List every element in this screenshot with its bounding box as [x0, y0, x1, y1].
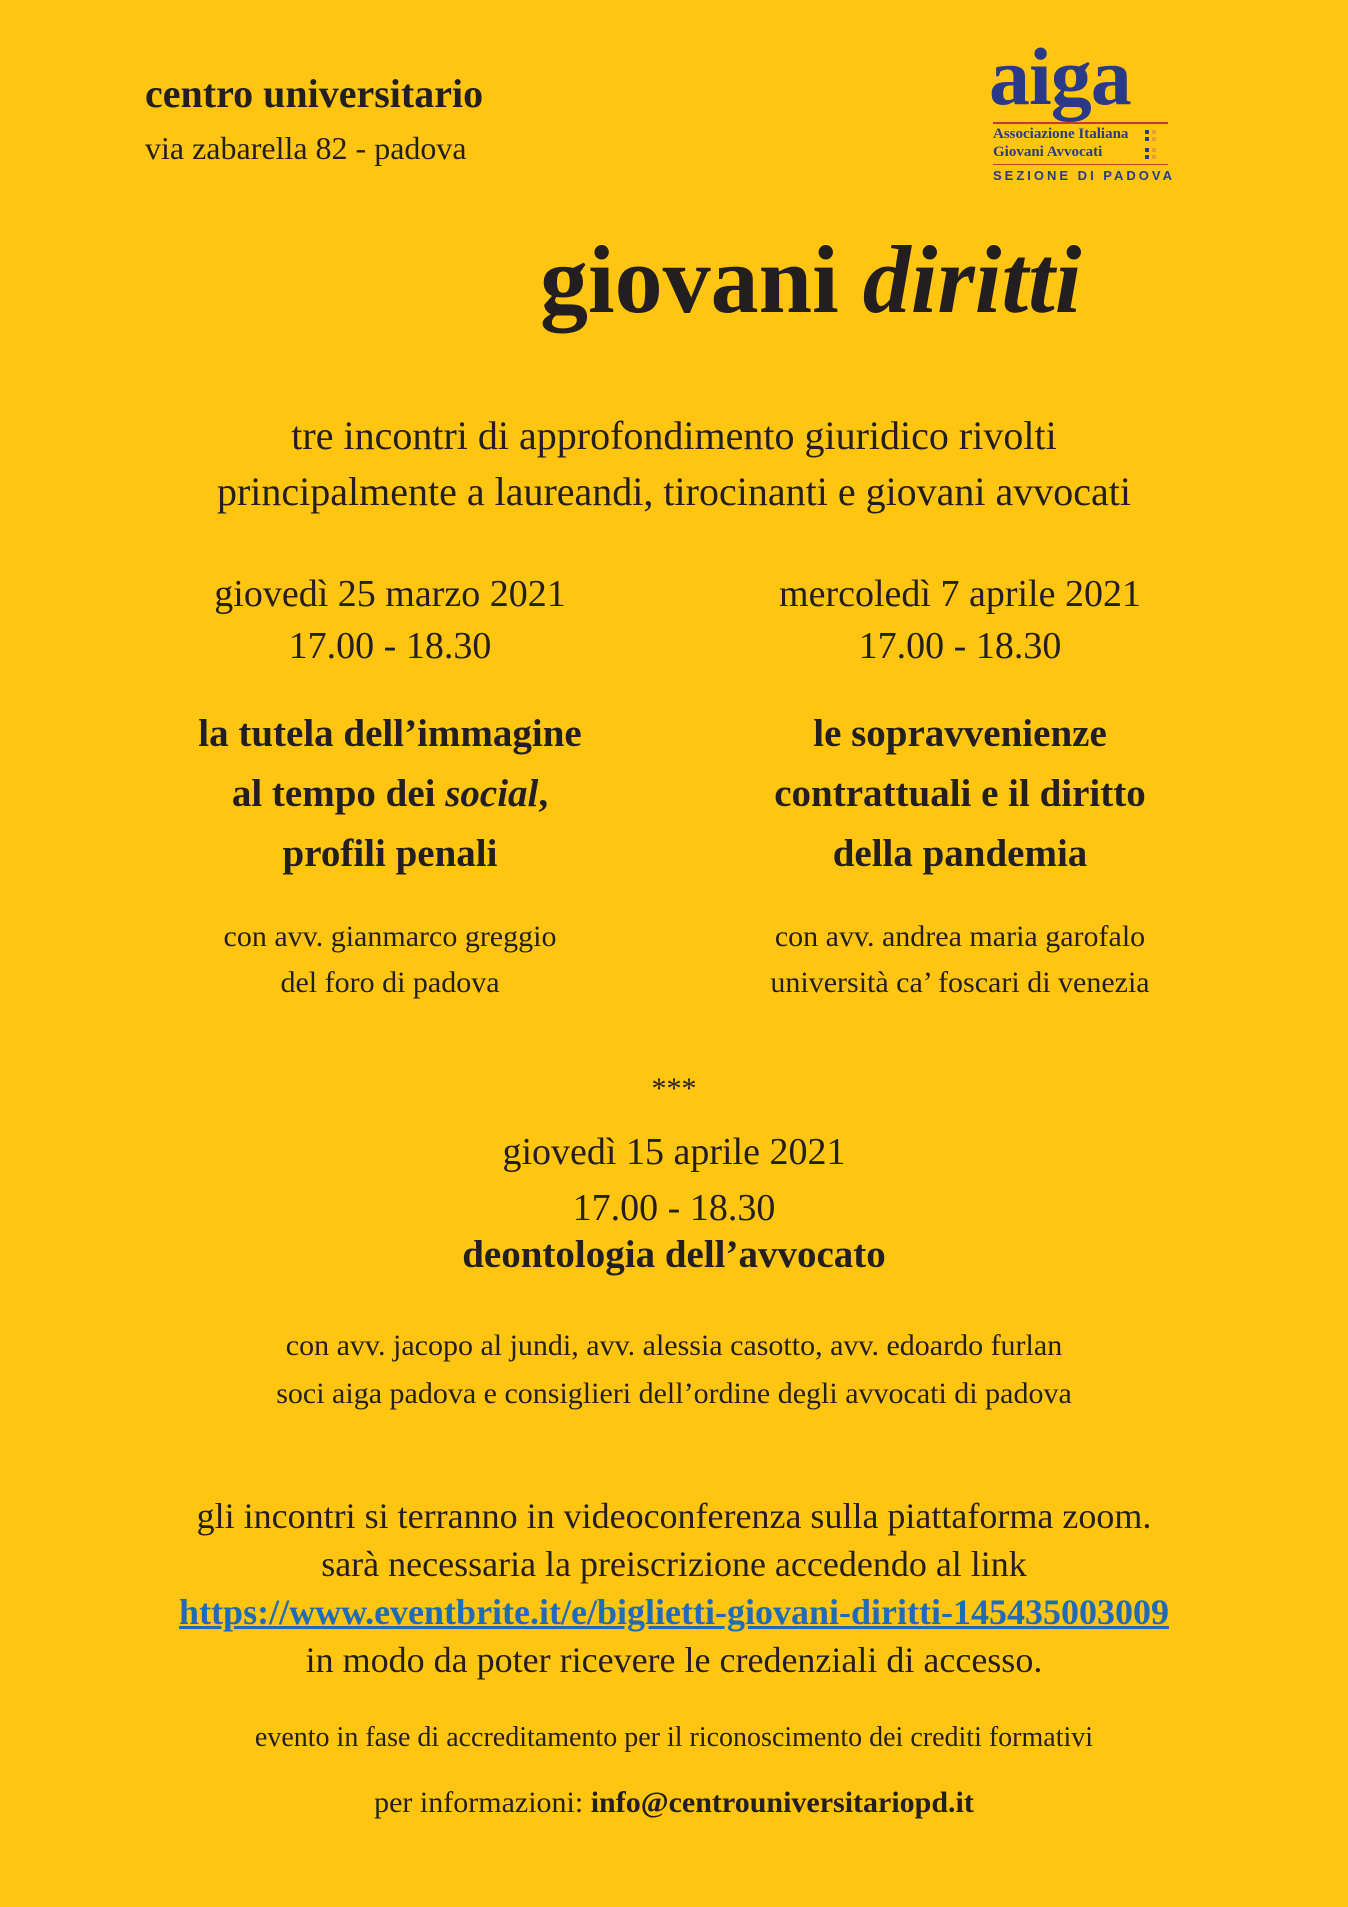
registration-info	[0, 1492, 1348, 1684]
info-line: sarà necessaria la preiscrizione accedendo al link	[321, 1544, 1027, 1584]
event-date: mercoledì 7 aprile 2021	[779, 573, 1141, 615]
event-topic-line: contrattuali e il diritto	[774, 772, 1146, 815]
event-1-speaker	[140, 914, 640, 1006]
event-2-topic	[700, 704, 1220, 884]
event-speaker-line: con avv. gianmarco greggio	[223, 920, 557, 953]
info-line: gli incontri si terranno in videoconferenza sulla piattaforma zoom.	[196, 1496, 1152, 1536]
event-3-topic: deontologia dell’avvocato	[462, 1233, 886, 1276]
contact-info	[0, 1786, 1348, 1820]
event-speaker-line: università ca’ foscari di venezia	[770, 966, 1150, 999]
aiga-logo	[985, 31, 1185, 192]
logo-line-section: SEZIONE DI PADOVA	[993, 168, 1175, 183]
event-1-schedule	[140, 568, 640, 672]
event-time: 17.00 - 18.30	[288, 625, 492, 667]
logo-line-association: Associazione Italiana	[993, 126, 1129, 142]
title-regular: giovani	[540, 226, 839, 333]
event-topic-italic: social	[445, 772, 539, 815]
venue-name: centro universitario	[145, 71, 484, 116]
event-topic-line: profili penali	[282, 832, 498, 875]
subtitle-line: tre incontri di approfondimento giuridico rivolti	[291, 413, 1057, 458]
event-time: 17.00 - 18.30	[572, 1187, 776, 1229]
subtitle-line: principalmente a laureandi, tirocinanti e giovani avvocati	[216, 469, 1132, 514]
page-title	[540, 226, 1082, 333]
event-date: giovedì 25 marzo 2021	[214, 573, 566, 615]
event-topic-text: ,	[538, 772, 549, 815]
event-2-schedule	[700, 568, 1220, 672]
contact-email[interactable]: info@centrouniversitariopd.it	[590, 1786, 974, 1819]
event-date: giovedì 15 aprile 2021	[502, 1131, 846, 1173]
event-speaker-line: con avv. andrea maria garofalo	[774, 920, 1146, 953]
separator: ***	[651, 1072, 697, 1105]
event-3-speaker	[0, 1322, 1348, 1418]
logo-dots-icon	[1145, 148, 1156, 159]
event-2-speaker	[700, 914, 1220, 1006]
event-1-topic	[140, 704, 640, 884]
logo-line-young-lawyers: Giovani Avvocati	[993, 144, 1103, 160]
event-time: 17.00 - 18.30	[858, 625, 1062, 667]
info-line: in modo da poter ricevere le credenziali di accesso.	[305, 1640, 1043, 1680]
event-3-schedule	[0, 1124, 1348, 1236]
event-speaker-line: del foro di padova	[280, 966, 500, 999]
event-topic-line	[140, 764, 640, 824]
registration-link[interactable]: https://www.eventbrite.it/e/biglietti-giovani-diritti-145435003009	[179, 1592, 1169, 1632]
event-topic-text: al tempo dei	[231, 772, 446, 815]
subtitle	[60, 408, 1288, 520]
event-topic-line: le sopravvenienze	[813, 712, 1107, 755]
title-italic: diritti	[862, 226, 1082, 333]
venue-address: via zabarella 82 - padova	[145, 130, 467, 166]
event-topic-line: la tutela dell’immagine	[198, 712, 582, 755]
event-speaker-line: soci aiga padova e consiglieri dell’ordine degli avvocati di padova	[276, 1377, 1072, 1410]
event-topic-line: della pandemia	[832, 832, 1088, 875]
info-link-row	[0, 1588, 1348, 1636]
logo-rule	[993, 164, 1168, 165]
event-speaker-line: con avv. jacopo al jundi, avv. alessia casotto, avv. edoardo furlan	[285, 1329, 1063, 1362]
logo-rule	[993, 122, 1168, 124]
logo-dots-icon	[1145, 130, 1156, 141]
accreditation-note: evento in fase di accreditamento per il riconoscimento dei crediti formativi	[254, 1722, 1094, 1753]
logo-wordmark: aiga	[989, 31, 1131, 122]
contact-label: per informazioni:	[374, 1786, 591, 1819]
